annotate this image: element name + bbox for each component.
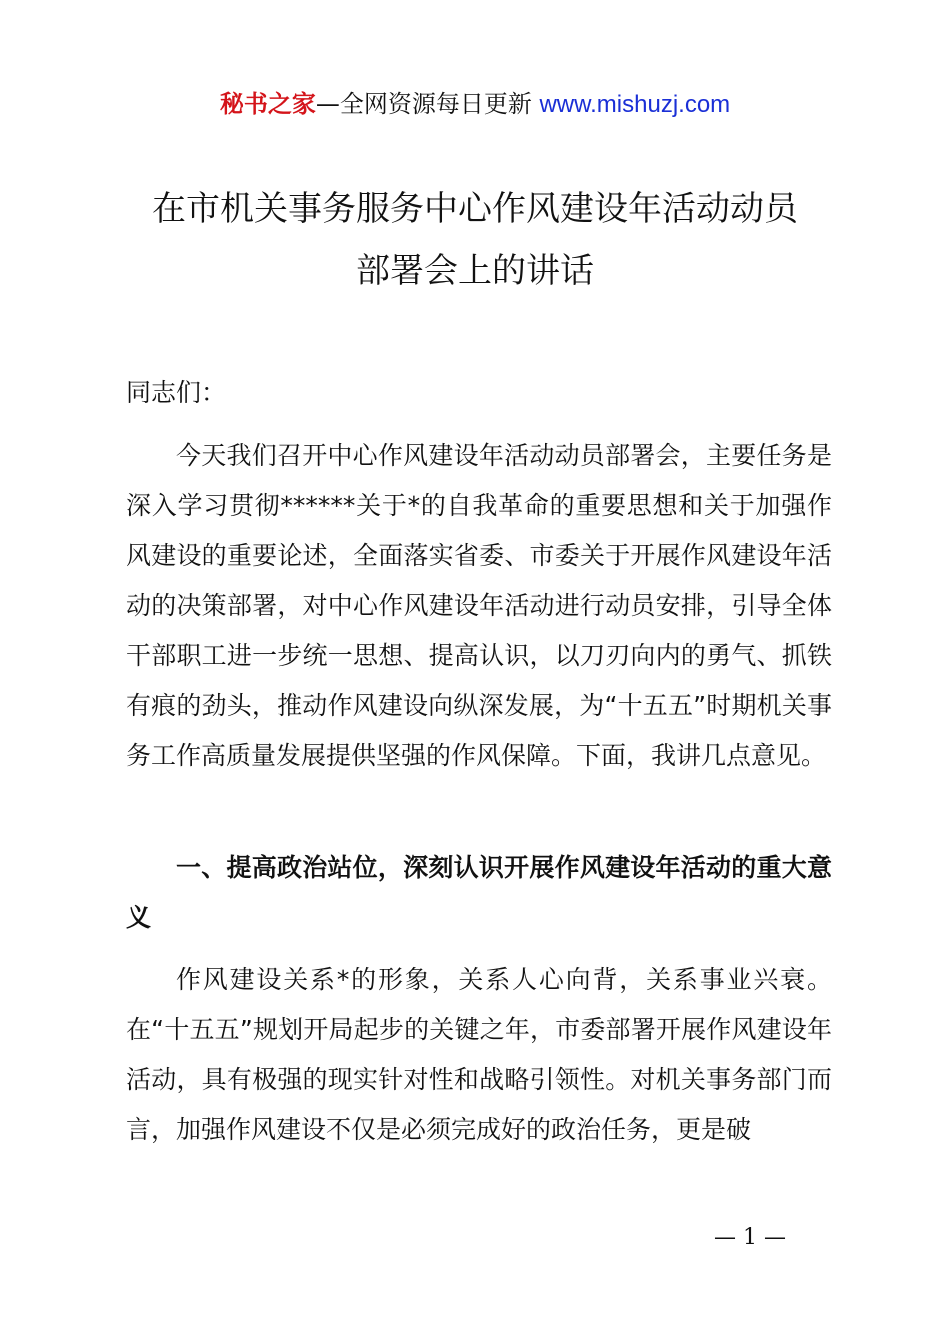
paragraph-intro: 今天我们召开中心作风建设年活动动员部署会，主要任务是深入学习贯彻******关于*的自我革命的重要思想和关于加强作风建设的重要论述，全面落实省委、市委关于开展作风建设年活动的决策部署，对中心作风建设年活动进行动员安排，引导全体干部职工进一步统一思想、提高认识，以刀刃向内的勇气、抓铁有痕的劲头，推动作风建设向纵深发展，为“十五五”时期机关事务工作高质量发展提供坚强的作风保障。下面，我讲几点意见。 xyxy=(126,441,832,770)
header-url[interactable]: www.mishuzj.com xyxy=(539,91,731,118)
paragraph-section-1: 作风建设关系*的形象，关系人心向背，关系事业兴衰。在“十五五”规划开局起步的关键之年，市委部署开展作风建设年活动，具有极强的现实针对性和战略引领性。对机关事务部门而言，加强作风建设不仅是必须完成好的政治任务，更是破 xyxy=(126,965,832,1144)
greeting: 同志们： xyxy=(126,378,227,407)
watermark-header xyxy=(0,86,950,123)
title-line-2: 部署会上的讲话 xyxy=(356,251,594,291)
section-heading-1: 一、提高政治站位，深刻认识开展作风建设年活动的重大意义 xyxy=(126,853,832,932)
header-tagline: —全网资源每日更新 xyxy=(315,90,540,118)
brand-name: 秘书之家 xyxy=(219,90,316,118)
page-number: — 1 — xyxy=(714,1225,786,1250)
document-title xyxy=(100,178,850,302)
title-line-1: 在市机关事务服务中心作风建设年活动动员 xyxy=(152,189,798,229)
